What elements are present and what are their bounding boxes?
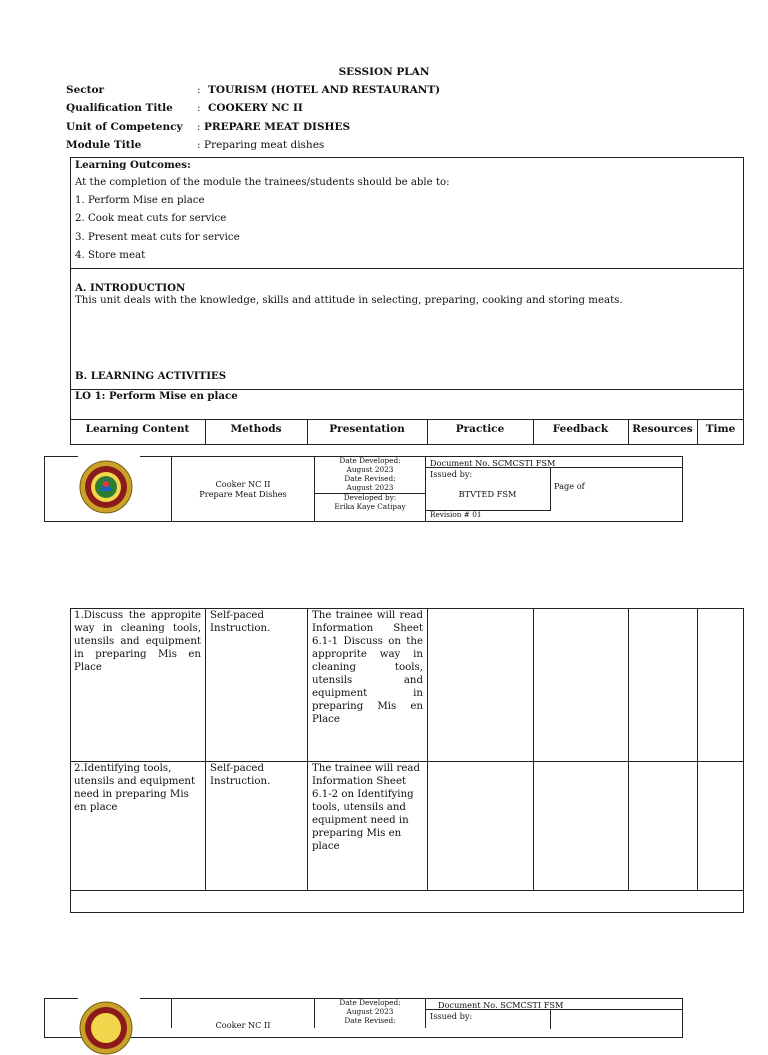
course-line: Prepare Meat Dishes: [199, 489, 287, 499]
outcome-item: 3. Present meat cuts for service: [75, 232, 240, 243]
sector-label: Sector: [66, 84, 105, 96]
module-colon: :: [197, 139, 201, 151]
qualification-colon: :: [197, 102, 201, 114]
sector-colon: :: [197, 84, 201, 96]
document-number: Document No. SCMCSTI FSM: [430, 458, 556, 468]
introduction-text: This unit deals with the knowledge, skills and attitude in selecting, preparing, cooking and storing meats.: [75, 295, 623, 306]
qualification-label: Qualification Title: [66, 102, 173, 114]
column-header: Presentation: [329, 423, 405, 435]
table-cell-presentation: The trainee will read Information Sheet 6.1-1 Discuss on the approprite way in cleaning tools, utensils and equipment in preparing Mis en Place: [312, 610, 423, 725]
column-header: Methods: [230, 423, 282, 435]
column-header: Feedback: [552, 423, 609, 435]
course-line: Cooker NC II: [215, 479, 271, 489]
column-header: Practice: [455, 423, 505, 435]
page-label: Page of: [554, 481, 585, 491]
column-header: Learning Content: [85, 423, 190, 435]
column-header: Resources: [632, 423, 693, 435]
table-cell-method: Self-paced Instruction.: [210, 763, 271, 787]
date-developed-value: August 2023: [346, 465, 394, 474]
developed-by-value: Erika Kaye Catipay: [334, 502, 406, 511]
outcomes-intro: At the completion of the module the trainees/students should be able to:: [75, 177, 450, 188]
school-seal-icon: [79, 1001, 133, 1055]
date-revised-label: Date Revised:: [344, 1016, 396, 1025]
competency-value: PREPARE MEAT DISHES: [204, 121, 351, 133]
table-cell-content: 1.Discuss the appropite way in cleaning tools, utensils and equipment in preparing Mis en Place: [74, 610, 201, 673]
table-cell-content: 2.Identifying tools, utensils and equipment need in preparing Mis en place: [74, 763, 196, 813]
table-cell-method: Self-paced Instruction.: [210, 610, 271, 634]
date-developed-label: Date Developed:: [339, 998, 401, 1007]
developed-by-label: Developed by:: [343, 493, 397, 502]
table-cell-presentation: The trainee will read Information Sheet 6.1-2 on Identifying tools, utensils and equipment need in preparing Mis en place: [312, 763, 421, 852]
qualification-value: COOKERY NC II: [208, 102, 303, 114]
outcome-item: 1. Perform Mise en place: [75, 195, 205, 206]
issued-by-label: Issued by:: [430, 1011, 473, 1021]
sector-value: TOURISM (HOTEL AND RESTAURANT): [208, 84, 441, 96]
course-line: Cooker NC II: [215, 1020, 271, 1030]
issued-by-value: BTVTED FSM: [458, 489, 517, 499]
divider: [70, 419, 744, 420]
outcome-item: 4. Store meat: [75, 250, 146, 261]
competency-label: Unit of Competency: [66, 121, 183, 133]
competency-colon: :: [197, 121, 201, 133]
date-developed-value: August 2023: [346, 1007, 394, 1016]
issued-by-label: Issued by:: [430, 469, 473, 479]
column-header: Time: [705, 423, 736, 435]
date-revised-value: August 2023: [346, 483, 394, 492]
date-developed-label: Date Developed:: [339, 456, 401, 465]
outcome-item: 2. Cook meat cuts for service: [75, 213, 227, 224]
revision-number: Revision # 01: [430, 510, 482, 519]
outcomes-heading: Learning Outcomes:: [75, 159, 191, 171]
module-value: Preparing meat dishes: [204, 139, 325, 151]
lo-title: LO 1: Perform Mise en place: [75, 390, 238, 402]
page-title: SESSION PLAN: [338, 66, 430, 78]
date-revised-label: Date Revised:: [344, 474, 396, 483]
introduction-heading: A. INTRODUCTION: [75, 282, 186, 294]
divider: [70, 268, 744, 269]
learning-activities-heading: B. LEARNING ACTIVITIES: [75, 370, 227, 382]
school-seal-icon: [79, 460, 133, 514]
document-number: Document No. SCMCSTI FSM: [438, 1000, 564, 1010]
module-label: Module Title: [66, 139, 142, 151]
